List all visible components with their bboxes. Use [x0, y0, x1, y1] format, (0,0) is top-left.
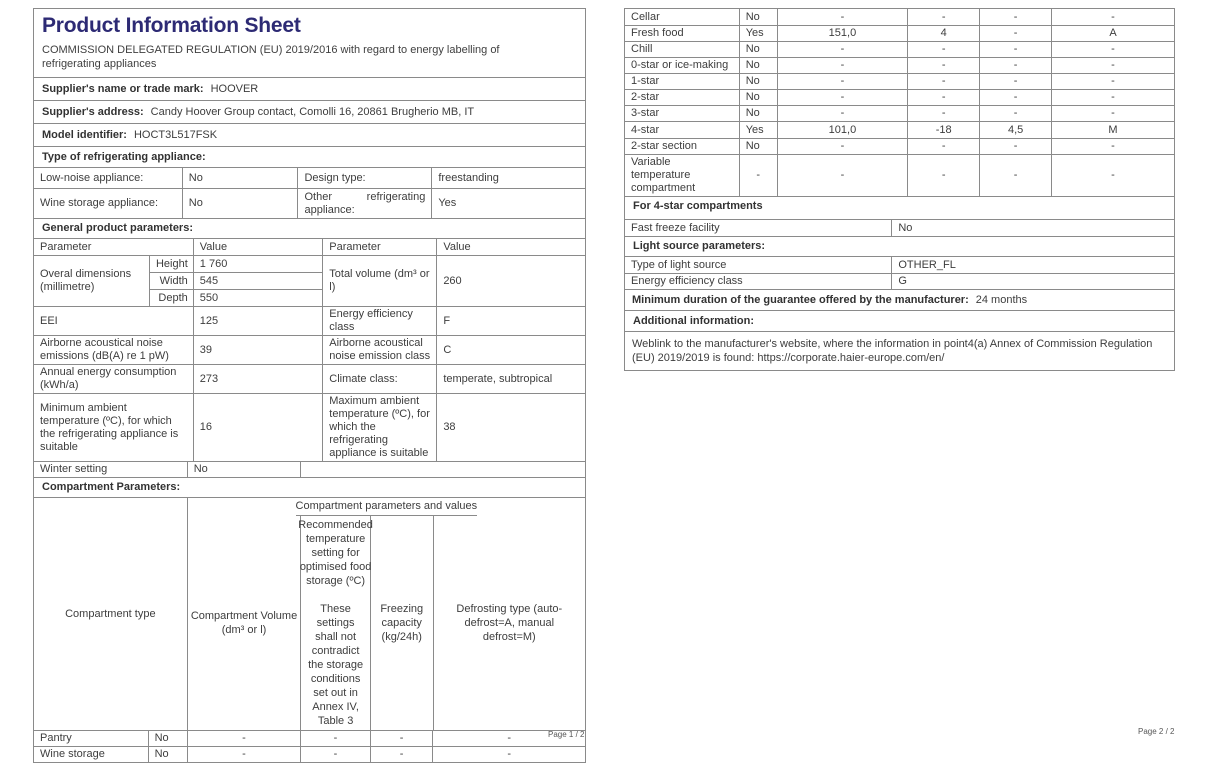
compartment-temp: - — [301, 731, 370, 746]
compartment-temp: - — [908, 58, 980, 73]
supplier-name-row — [34, 78, 585, 100]
weblink-url[interactable]: https://corporate.haier-europe.com/en/ — [757, 352, 945, 364]
fast-freeze-value: No — [898, 221, 913, 234]
total-volume-value: 260 — [443, 274, 462, 287]
compartment-present: No — [740, 58, 778, 73]
compartment-present: No — [740, 90, 778, 105]
compartment-defrost: - — [1111, 75, 1115, 87]
compartment-temp: - — [908, 155, 980, 196]
total-volume-label: Total volume (dm³ or l) — [323, 256, 437, 306]
compartment-defrost: - — [1111, 107, 1115, 119]
supplier-address-label: Supplier's address: — [42, 106, 144, 118]
compartment-freezing: - — [980, 74, 1052, 89]
page-title: Product Information Sheet — [42, 14, 301, 37]
compartment-freezing: 4,5 — [980, 122, 1052, 138]
energy-class-value: F — [443, 314, 451, 327]
weblink-text: Weblink to the manufacturer's website, where the information in point4(a) Annex of Commission Regulation (EU) 2019/2019 is found: — [632, 338, 1153, 364]
compartment-volume: - — [778, 139, 909, 154]
compartment-table-header — [34, 497, 585, 730]
title-block — [34, 9, 585, 77]
design-type-label: Design type: — [298, 168, 432, 188]
col-header-parameter-2: Parameter — [323, 239, 437, 255]
max-ambient-value: 38 — [443, 421, 456, 433]
compartment-present: No — [740, 74, 778, 89]
table-row-4-star — [625, 121, 1174, 138]
light-type-row — [625, 256, 1174, 273]
guarantee-value: 24 months — [975, 294, 1028, 306]
model-identifier-value: HOCT3L517FSK — [133, 129, 218, 141]
light-type-value: OTHER_FL — [898, 258, 956, 271]
compartment-section-header: Compartment Parameters: — [42, 481, 181, 493]
col-header-value-2: Value — [443, 240, 471, 253]
supplier-name-value: HOOVER — [210, 83, 259, 95]
table-row-2-star-section — [625, 138, 1174, 154]
light-class-value: G — [898, 275, 907, 287]
wine-storage-appliance-value: No — [183, 189, 299, 218]
type-section-header: Type of refrigerating appliance: — [42, 150, 206, 163]
col-header-value-1: Value — [194, 239, 323, 255]
compartment-temp: - — [301, 747, 370, 762]
defrosting-type-col-header: Defrosting type (auto-defrost=A, manual defrost=M) — [456, 603, 563, 643]
compartment-name: Wine storage — [34, 747, 149, 762]
design-type-value: freestanding — [438, 171, 499, 184]
light-class-row — [625, 273, 1174, 289]
compartment-present: No — [740, 139, 778, 154]
compartment-freezing: - — [980, 26, 1052, 41]
annual-energy-value: 273 — [194, 365, 323, 393]
fast-freeze-label: Fast freeze facility — [625, 220, 892, 236]
compartment-volume: - — [188, 747, 302, 762]
compartment-freezing: - — [371, 747, 434, 762]
min-ambient-value: 16 — [194, 394, 323, 461]
product-info-sheet-page-1 — [33, 8, 586, 763]
weblink-paragraph — [625, 332, 1174, 370]
min-ambient-label: Minimum ambient temperature (ºC), for which the refrigerating appliance is suitable — [34, 394, 194, 461]
dimension-width-value: 545 — [194, 273, 322, 290]
wine-storage-appliance-label: Wine storage appliance: — [34, 189, 183, 218]
dimension-depth-value: 550 — [199, 291, 219, 304]
compartment-temp: 4 — [908, 26, 980, 41]
supplier-address-row — [34, 101, 585, 123]
dimension-height-label: Height — [150, 256, 193, 273]
general-section-header: General product parameters: — [42, 222, 193, 234]
compartment-temp: -18 — [908, 122, 980, 138]
compartment-defrost: M — [1108, 123, 1118, 136]
ambient-temperature-row — [34, 393, 585, 461]
dimensions-label: Overal dimensions (millimetre) — [34, 256, 150, 306]
additional-info-header: Additional information: — [633, 315, 754, 327]
compartment-volume-col-header: Compartment Volume (dm³ or l) — [188, 516, 302, 730]
compartment-defrost: - — [507, 732, 512, 744]
compartment-present: Yes — [740, 122, 778, 138]
climate-class-value: temperate, subtropical — [443, 372, 553, 385]
model-identifier-row — [34, 124, 585, 146]
low-noise-value: No — [183, 168, 299, 188]
page-1-footer: Page 1 / 2 — [548, 730, 585, 739]
dimension-height-value: 1 760 — [194, 256, 322, 273]
compartment-defrost: - — [1111, 59, 1115, 71]
model-identifier-label: Model identifier: — [42, 129, 127, 141]
compartment-volume: 151,0 — [778, 26, 909, 41]
noise-row — [34, 335, 585, 364]
table-row-1-star — [625, 73, 1174, 89]
compartment-defrost: - — [507, 748, 512, 760]
compartment-volume: - — [188, 731, 302, 746]
compartment-volume: 101,0 — [778, 122, 909, 138]
compartment-volume: - — [778, 155, 909, 196]
compartment-volume: - — [778, 74, 909, 89]
compartment-volume: - — [778, 90, 909, 105]
compartment-present: - — [740, 155, 778, 196]
dimension-values — [194, 256, 323, 306]
compartment-freezing: - — [980, 42, 1052, 57]
table-row-pantry — [34, 730, 585, 746]
compartment-freezing: - — [371, 731, 434, 746]
compartment-temp: - — [908, 74, 980, 89]
product-info-sheet-page-2 — [624, 8, 1175, 371]
compartment-present: No — [149, 747, 188, 762]
light-source-section-header: Light source parameters: — [633, 240, 766, 252]
climate-class-label: Climate class: — [323, 365, 437, 393]
energy-class-label: Energy efficiency class — [323, 307, 437, 335]
eei-row — [34, 306, 585, 335]
compartment-volume: - — [778, 42, 909, 57]
eei-label: EEI — [34, 307, 194, 335]
other-refrigerating-label: Other refrigerating appliance: — [304, 190, 426, 216]
compartment-name: 1-star — [625, 74, 740, 89]
winter-setting-row — [34, 461, 585, 477]
table-row-2-star — [625, 89, 1174, 105]
temperature-note-text: These settings shall not contradict the storage conditions set out in Annex IV, Table 3 — [308, 603, 364, 727]
table-row-cellar — [625, 9, 1174, 25]
supplier-address-value: Candy Hoover Group contact, Comolli 16, 20861 Brugherio MB, IT — [150, 106, 475, 118]
noise-class-label: Airborne acoustical noise emission class — [323, 336, 437, 364]
page-2-footer: Page 2 / 2 — [1138, 727, 1175, 736]
guarantee-row — [625, 290, 1174, 310]
supplier-name-label: Supplier's name or trade mark: — [42, 83, 204, 95]
compartment-name: Chill — [625, 42, 740, 57]
compartment-temp: - — [908, 90, 980, 105]
table-row-variable-temperature — [625, 154, 1174, 196]
compartment-present: Yes — [740, 26, 778, 41]
energy-consumption-row — [34, 364, 585, 393]
noise-emissions-label: Airborne acoustical noise emissions (dB(A) re 1 pW) — [34, 336, 194, 364]
compartment-temp: - — [908, 42, 980, 57]
overall-dimensions-row — [34, 255, 585, 306]
compartment-name: 4-star — [625, 122, 740, 138]
compartment-name: Pantry — [34, 731, 149, 746]
compartment-type-col-header: Compartment type — [34, 498, 188, 730]
table-row-0-star — [625, 57, 1174, 73]
low-noise-design-row — [34, 167, 585, 188]
light-type-label: Type of light source — [625, 257, 892, 273]
compartment-defrost: - — [1111, 169, 1115, 181]
compartment-name: Cellar — [625, 9, 740, 25]
compartment-name: 2-star section — [625, 139, 740, 154]
compartment-freezing: - — [980, 58, 1052, 73]
compartment-freezing: - — [980, 90, 1052, 105]
dimension-width-label: Width — [150, 273, 193, 290]
compartment-freezing: - — [980, 9, 1052, 25]
light-class-label: Energy efficiency class — [625, 274, 892, 289]
compartment-present: No — [740, 106, 778, 121]
compartment-name: Fresh food — [625, 26, 740, 41]
winter-setting-value: No — [188, 462, 302, 477]
compartment-name: Variable temperature compartment — [625, 155, 740, 196]
compartment-temp: - — [908, 9, 980, 25]
fast-freeze-row — [625, 219, 1174, 236]
compartment-temp: - — [908, 106, 980, 121]
winter-setting-empty-cell — [301, 462, 585, 477]
compartment-freezing: - — [980, 106, 1052, 121]
compartment-present: No — [740, 9, 778, 25]
four-star-section-header: For 4-star compartments — [633, 200, 763, 212]
winter-setting-label: Winter setting — [34, 462, 188, 477]
table-row-chill — [625, 41, 1174, 57]
compartment-defrost: - — [1111, 91, 1115, 103]
dimension-depth-label: Depth — [158, 291, 188, 304]
compartment-params-header-group — [188, 498, 585, 730]
compartment-temp: - — [908, 139, 980, 154]
recommended-temperature-col-header — [298, 516, 373, 730]
compartment-group-header: Compartment parameters and values — [296, 498, 478, 516]
compartment-volume: - — [778, 106, 909, 121]
compartment-volume: - — [778, 58, 909, 73]
noise-class-value: C — [443, 343, 452, 356]
freezing-capacity-col-header: Freezing capacity (kg/24h) — [371, 516, 434, 730]
col-header-parameter-1: Parameter — [34, 239, 194, 255]
eei-value: 125 — [194, 307, 323, 335]
compartment-defrost: - — [1111, 140, 1115, 152]
compartment-present: No — [740, 42, 778, 57]
other-refrigerating-value: Yes — [438, 197, 457, 209]
compartment-freezing: - — [980, 155, 1052, 196]
compartment-name: 2-star — [625, 90, 740, 105]
max-ambient-label: Maximum ambient temperature (ºC), for which the refrigerating appliance is suitable — [323, 394, 437, 461]
compartment-volume: - — [778, 9, 909, 25]
compartment-defrost: - — [1111, 43, 1115, 55]
param-value-header-row — [34, 238, 585, 255]
wine-storage-other-row — [34, 188, 585, 218]
compartment-name: 3-star — [625, 106, 740, 121]
compartment-name: 0-star or ice-making — [625, 58, 740, 73]
regulation-subtitle: COMMISSION DELEGATED REGULATION (EU) 2019/2016 with regard to energy labelling of refrigerating appliances — [42, 44, 500, 70]
noise-emissions-value: 39 — [194, 336, 323, 364]
annual-energy-label: Annual energy consumption (kWh/a) — [34, 365, 194, 393]
table-row-fresh-food — [625, 25, 1174, 41]
compartment-freezing: - — [980, 139, 1052, 154]
table-row-wine-storage — [34, 746, 585, 762]
low-noise-label: Low-noise appliance: — [34, 168, 183, 188]
dimension-names — [150, 256, 194, 306]
compartment-defrost: A — [1109, 27, 1117, 39]
table-row-3-star — [625, 105, 1174, 121]
guarantee-label: Minimum duration of the guarantee offered by the manufacturer: — [632, 294, 969, 306]
compartment-defrost: - — [1111, 10, 1115, 23]
recommended-temperature-text: Recommended temperature setting for optimised food storage (ºC) — [298, 519, 373, 587]
compartment-present: No — [149, 731, 188, 746]
